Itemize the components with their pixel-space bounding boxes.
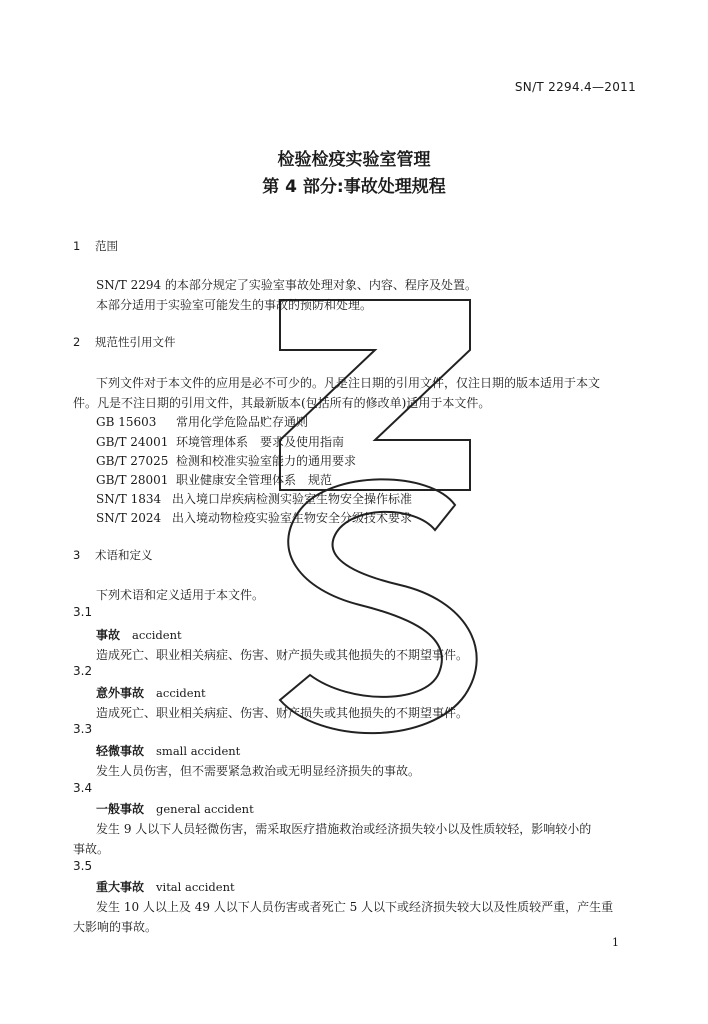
reference-title: 环境管理体系 要求及使用指南 [176, 435, 345, 449]
reference-title: 检测和校准实验室能力的通用要求 [176, 454, 357, 468]
section-heading-terms [73, 547, 153, 563]
reference-item [96, 490, 412, 507]
standard-code: SN/T 2294.4—2011 [514, 80, 636, 94]
section-heading-normative-references [73, 334, 176, 350]
reference-item [96, 452, 356, 469]
term-number: 3.2 [73, 664, 93, 678]
reference-item [96, 509, 412, 526]
reference-code: GB 15603 [96, 415, 157, 429]
document-title: 检验检疫实验室管理 [277, 150, 431, 170]
reference-title: 出入境动物检疫实验室生物安全分级技术要求 [172, 511, 413, 525]
term-definition-continuation: 事故。 [73, 842, 110, 856]
term-definition: 发生 9 人以下人员轻微伤害，需采取医疗措施救治或经济损失较小以及性质较轻，影响较小的 [96, 822, 592, 836]
term-number: 3.1 [73, 605, 93, 619]
reference-title: 常用化学危险品贮存通则 [176, 415, 309, 429]
term-zh: 轻微事故 [96, 744, 145, 758]
term-zh: 重大事故 [96, 880, 145, 894]
term-number: 3.3 [73, 722, 93, 736]
section-title: 规范性引用文件 [95, 335, 176, 349]
reference-item [96, 413, 308, 430]
page-number: 1 [612, 936, 619, 949]
document-subtitle: 第 4 部分:事故处理规程 [262, 177, 446, 197]
term-en: vital accident [156, 880, 235, 894]
reference-item [96, 433, 344, 450]
reference-code: GB/T 27025 [96, 454, 169, 468]
reference-title: 职业健康安全管理体系 规范 [176, 473, 333, 487]
term-zh: 意外事故 [96, 686, 145, 700]
term-entry [96, 684, 206, 701]
term-entry [96, 800, 254, 817]
term-definition: 发生人员伤害，但不需要紧急救治或无明显经济损失的事故。 [96, 764, 421, 778]
term-entry [96, 626, 182, 643]
reference-title: 出入境口岸疾病检测实验室生物安全操作标准 [172, 492, 413, 506]
term-number: 3.4 [73, 781, 93, 795]
paragraph: 本部分适用于实验室可能发生的事故的预防和处理。 [96, 298, 373, 312]
reference-code: GB/T 24001 [96, 435, 169, 449]
reference-code: GB/T 28001 [96, 473, 169, 487]
term-number: 3.5 [73, 859, 93, 873]
paragraph-continuation: 件。凡是不注日期的引用文件，其最新版本(包括所有的修改单)适用于本文件。 [73, 396, 491, 410]
term-definition-continuation: 大影响的事故。 [73, 920, 158, 934]
reference-item [96, 471, 332, 488]
section-number: 3 [73, 548, 81, 562]
term-en: accident [156, 686, 206, 700]
section-heading-scope [73, 238, 118, 254]
term-definition: 发生 10 人以上及 49 人以下人员伤害或者死亡 5 人以下或经济损失较大以及性质较严重，产生重 [96, 900, 614, 914]
reference-code: SN/T 2024 [96, 511, 162, 525]
paragraph: SN/T 2294 的本部分规定了实验室事故处理对象、内容、程序及处置。 [96, 278, 477, 292]
term-entry [96, 742, 240, 759]
term-en: general accident [156, 802, 254, 816]
paragraph: 下列术语和定义适用于本文件。 [96, 588, 265, 602]
term-definition: 造成死亡、职业相关病症、伤害、财产损失或其他损失的不期望事件。 [96, 706, 469, 720]
section-title: 范围 [95, 239, 118, 253]
reference-code: SN/T 1834 [96, 492, 162, 506]
term-entry [96, 878, 235, 895]
term-en: accident [132, 628, 182, 642]
section-title: 术语和定义 [95, 548, 153, 562]
term-zh: 一般事故 [96, 802, 145, 816]
term-definition: 造成死亡、职业相关病症、伤害、财产损失或其他损失的不期望事件。 [96, 648, 469, 662]
section-number: 1 [73, 239, 81, 253]
section-number: 2 [73, 335, 81, 349]
term-zh: 事故 [96, 628, 121, 642]
paragraph: 下列文件对于本文件的应用是必不可少的。凡是注日期的引用文件，仅注日期的版本适用于本文 [96, 376, 601, 390]
term-en: small accident [156, 744, 241, 758]
